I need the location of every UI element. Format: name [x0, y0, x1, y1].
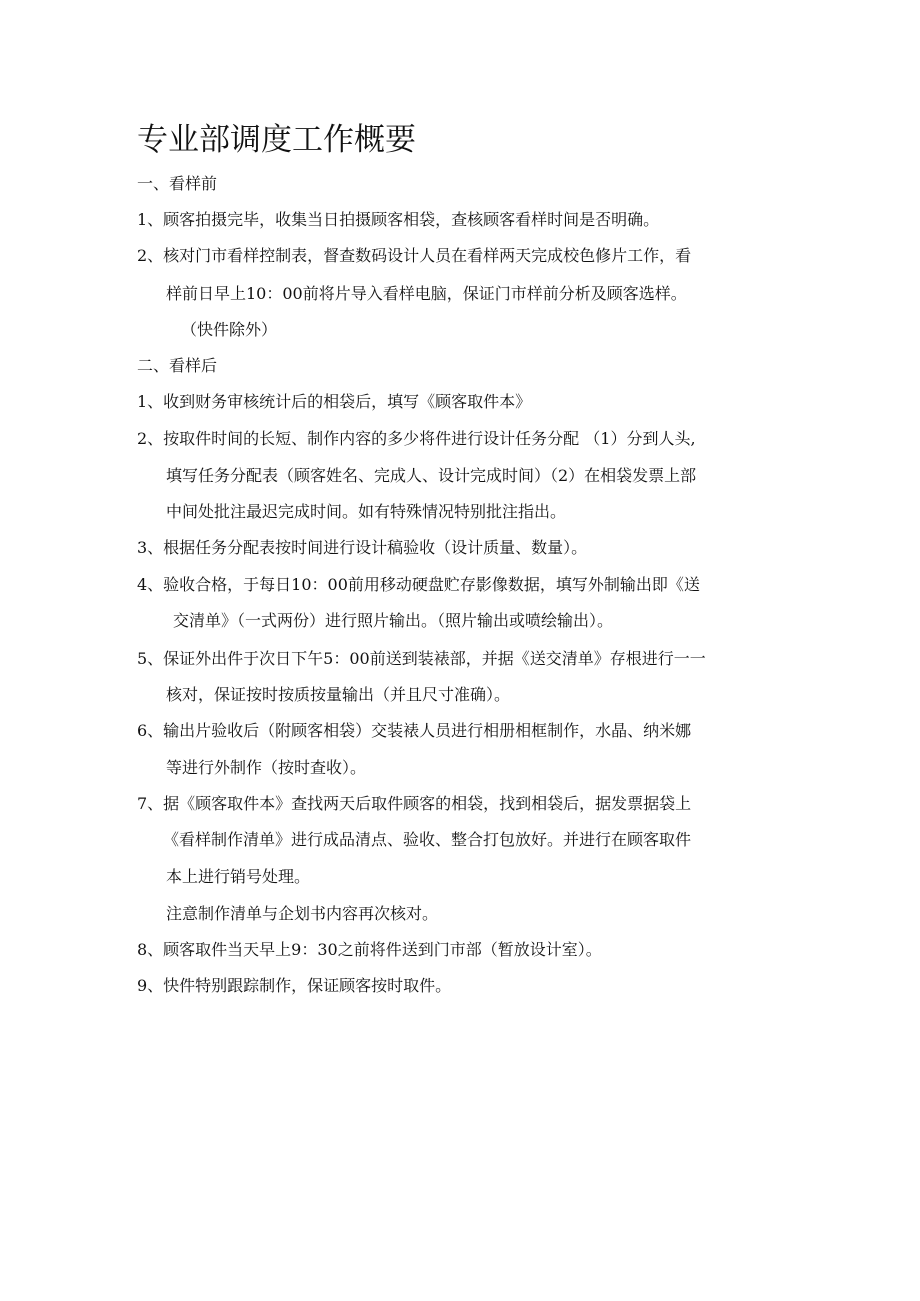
list-item: 1、收到财务审核统计后的相袋后，填写《顾客取件本》 — [137, 392, 532, 411]
list-item: 1、顾客拍摄完毕，收集当日拍摄顾客相袋，查核顾客看样时间是否明确。 — [137, 210, 660, 229]
list-item: 3、根据任务分配表按时间进行设计稿验收（设计质量、数量）。 — [137, 538, 588, 557]
list-item-continuation: 交清单》（一式两份）进行照片输出。（照片输出或喷绘输出）。 — [173, 611, 614, 630]
list-item: 7、据《顾客取件本》查找两天后取件顾客的相袋，找到相袋后，据发票据袋上 — [137, 794, 692, 813]
list-item: 6、输出片验收后（附顾客相袋）交装裱人员进行相册相框制作，水晶、纳米娜 — [137, 721, 692, 740]
section-heading-before-viewing: 一、看样前 — [137, 174, 218, 193]
document-title: 专业部调度工作概要 — [137, 122, 416, 158]
list-item-note: 注意制作清单与企划书内容再次核对。 — [166, 904, 439, 923]
section-heading-after-viewing: 二、看样后 — [137, 356, 218, 375]
list-item-continuation: 填写任务分配表（顾客姓名、完成人、设计完成时间）（2）在相袋发票上部 — [166, 466, 697, 485]
list-item: 2、核对门市看样控制表，督查数码设计人员在看样两天完成校色修片工作，看 — [137, 246, 692, 265]
list-item: 4、验收合格，于每日10：00前用移动硬盘贮存影像数据，填写外制输出即《送 — [137, 575, 700, 594]
list-item-continuation: 等进行外制作（按时查收）。 — [166, 758, 367, 777]
list-item: 5、保证外出件于次日下午5：00前送到装裱部，并据《送交清单》存根进行一一 — [137, 649, 706, 668]
list-item-continuation: 《看样制作清单》进行成品清点、验收、整合打包放好。并进行在顾客取件 — [163, 830, 692, 849]
list-item: 8、顾客取件当天早上9：30之前将件送到门市部（暂放设计室）。 — [137, 940, 602, 959]
list-item: 9、快件特别跟踪制作，保证顾客按时取件。 — [137, 976, 452, 995]
list-item-continuation: 本上进行销号处理。 — [166, 867, 311, 886]
list-item-note: （快件除外） — [181, 320, 278, 339]
list-item-continuation: 中间处批注最迟完成时间。如有特殊情况特别批注指出。 — [166, 502, 567, 521]
list-item: 2、按取件时间的长短、制作内容的多少将件进行设计任务分配 （1）分到人头, — [137, 429, 696, 448]
list-item-continuation: 核对，保证按时按质按量输出（并且尺寸准确）。 — [166, 685, 511, 704]
list-item-continuation: 样前日早上10：00前将片导入看样电脑，保证门市样前分析及顾客选样。 — [166, 284, 687, 303]
